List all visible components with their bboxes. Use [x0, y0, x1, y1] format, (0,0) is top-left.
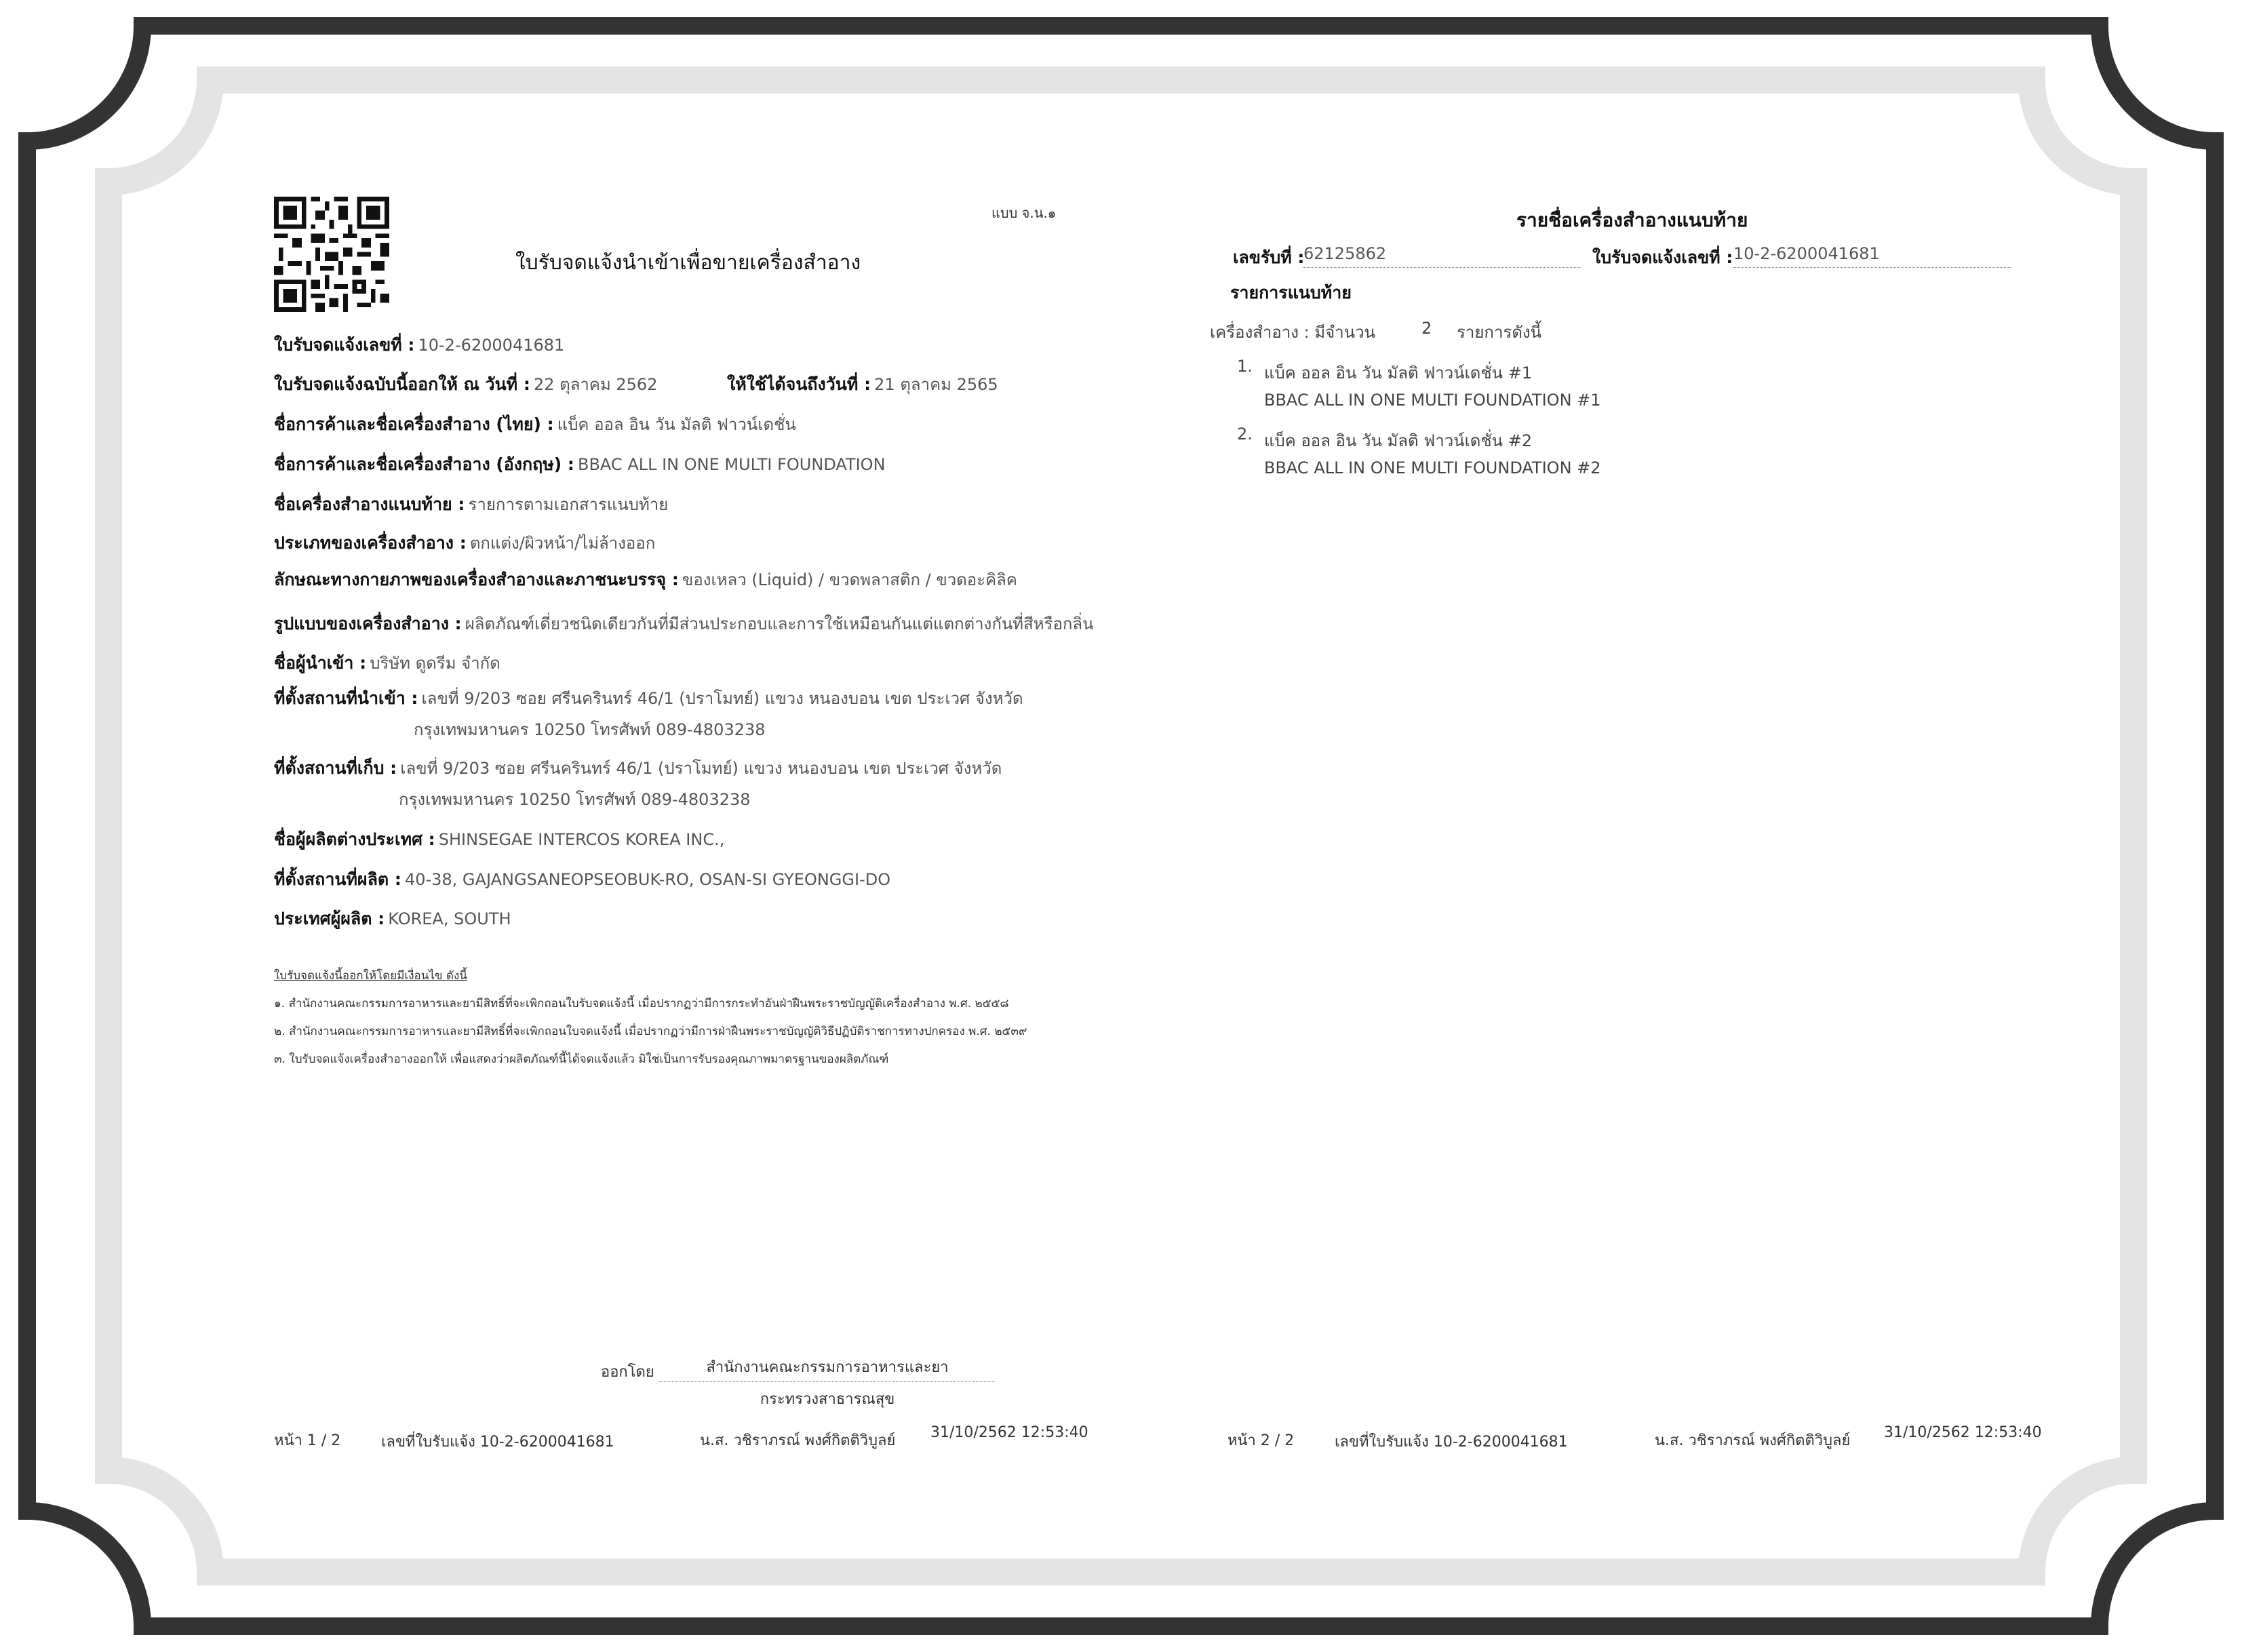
page-number-right: หน้า 2 / 2: [1227, 1432, 1295, 1449]
receipt-value: 62125862: [1303, 244, 1581, 268]
receipt-label: เลขรับที่ :: [1233, 248, 1305, 267]
attached-names-row: [274, 491, 668, 518]
conditions-heading: ใบรับจดแจ้งนี้ออกให้โดยมีเงื่อนไข ดังนี้: [274, 969, 467, 983]
manufacturer-row: [274, 826, 724, 853]
category-row: [274, 530, 655, 557]
issuer-label: ออกโดย: [601, 1364, 654, 1381]
trade-name-th-label: ชื่อการค้าและชื่อเครื่องสำอาง (ไทย) :: [274, 414, 554, 434]
count-value: 2: [1421, 319, 1432, 338]
page-number-left: หน้า 1 / 2: [274, 1432, 341, 1449]
expiry-date-value: 21 ตุลาคม 2565: [874, 375, 998, 394]
attached-names-value: รายการตามเอกสารแนบท้าย: [468, 495, 669, 514]
format-label: รูปแบบของเครื่องสำอาง :: [274, 614, 462, 633]
officer-name-left: น.ส. วชิราภรณ์ พงศ์กิตติวิบูลย์: [700, 1432, 896, 1449]
country-label: ประเทศผู้ผลิต :: [274, 909, 385, 928]
physical-row: [274, 566, 1017, 593]
store-addr-line1: เลขที่ 9/203 ซอย ศรีนครินทร์ 46/1 (ปราโมทย์) แขวง หนองบอน เขต ประเวศ จังหวัด: [400, 759, 1002, 778]
count-suffix: รายการดังนี้: [1457, 323, 1542, 342]
list-item-number: 1.: [1237, 357, 1253, 376]
notif-no-value: 10-2-6200041681: [418, 336, 565, 355]
import-addr-row: [274, 685, 1023, 712]
list-item-name-en: BBAC ALL IN ONE MULTI FOUNDATION #2: [1264, 458, 1601, 477]
list-heading: รายการแนบท้าย: [1230, 283, 1352, 302]
attachment-notif-label: ใบรับจดแจ้งเลขที่ :: [1592, 248, 1733, 267]
import-addr-line2: กรุงเทพมหานคร 10250 โทรศัพท์ 089-4803238: [414, 720, 766, 739]
notification-ref-left: เลขที่ใบรับแจ้ง 10-2-6200041681: [381, 1434, 614, 1451]
manufacturer-value: SHINSEGAE INTERCOS KOREA INC.,: [438, 830, 725, 849]
importer-row: [274, 650, 500, 677]
category-label: ประเภทของเครื่องสำอาง :: [274, 533, 467, 553]
attachment-title: รายชื่อเครื่องสำอางแนบท้าย: [1516, 209, 1748, 231]
country-row: [274, 905, 511, 932]
form-code: แบบ จ.น.๑: [991, 205, 1057, 221]
list-item-number: 2.: [1237, 425, 1253, 444]
import-addr-label: ที่ตั้งสถานที่นำเข้า :: [274, 688, 418, 708]
issue-date-value: 22 ตุลาคม 2562: [533, 375, 658, 394]
store-addr-row: [274, 755, 1002, 782]
condition-item: ๒. สำนักงานคณะกรรมการอาหารและยามีสิทธิ์ที่จะเพิกถอนใบจดแจ้งนี้ เมื่อปรากฏว่ามีการฝ่าฝืนพระราชบัญญัติวิธีปฏิบัติราชการทางปกครอง พ.ศ. ๒๕๓๙: [274, 1025, 1027, 1038]
country-value: KOREA, SOUTH: [388, 909, 511, 928]
trade-name-en-label: ชื่อการค้าและชื่อเครื่องสำอาง (อังกฤษ) :: [274, 454, 574, 474]
physical-label: ลักษณะทางกายภาพของเครื่องสำอางและภาชนะบรรจุ :: [274, 570, 679, 589]
list-item-name-th: แบ็ค ออล อิน วัน มัลติ ฟาวน์เดชั่น #2: [1264, 431, 1533, 450]
store-addr-label: ที่ตั้งสถานที่เก็บ :: [274, 758, 397, 778]
issue-date-row: [274, 371, 657, 398]
issuer-ministry: กระทรวงสาธารณสุข: [760, 1391, 895, 1408]
qr-code: [274, 197, 389, 312]
condition-item: ๓. ใบรับจดแจ้งเครื่องสำอางออกให้ เพื่อแสดงว่าผลิตภัณฑ์นี้ได้จดแจ้งแล้ว มิใช่เป็นการรับรองคุณภาพมาตรฐานของผลิตภัณฑ์: [274, 1053, 889, 1066]
notif-no-label: ใบรับจดแจ้งเลขที่ :: [274, 335, 415, 355]
count-prefix: เครื่องสำอาง : มีจำนวน: [1210, 323, 1376, 342]
mfg-addr-row: [274, 866, 890, 893]
mfg-addr-label: ที่ตั้งสถานที่ผลิต :: [274, 869, 401, 889]
expiry-date-label: ให้ใช้ได้จนถึงวันที่ :: [727, 374, 871, 394]
timestamp-right: 31/10/2562 12:53:40: [1884, 1424, 2042, 1441]
condition-item: ๑. สำนักงานคณะกรรมการอาหารและยามีสิทธิ์ที่จะเพิกถอนใบรับจดแจ้งนี้ เมื่อปรากฏว่ามีการกระทำอันฝ่าฝืนพระราชบัญญัติเครื่องสำอาง พ.ศ. ๒๕๕๘: [274, 997, 1009, 1010]
attachment-notif-value: 10-2-6200041681: [1733, 244, 2011, 268]
officer-name-right: น.ส. วชิราภรณ์ พงศ์กิตติวิบูลย์: [1655, 1432, 1851, 1449]
trade-name-en-row: [274, 451, 886, 478]
trade-name-th-value: แบ็ค ออล อิน วัน มัลติ ฟาวน์เดชั่น: [557, 415, 796, 434]
physical-value: ของเหลว (Liquid) / ขวดพลาสติก / ขวดอะคิลิค: [682, 570, 1017, 589]
issue-date-label: ใบรับจดแจ้งฉบับนี้ออกให้ ณ วันที่ :: [274, 374, 530, 394]
importer-label: ชื่อผู้นำเข้า :: [274, 653, 367, 673]
trade-name-th-row: [274, 411, 796, 438]
mfg-addr-value: 40-38, GAJANGSANEOPSEOBUK-RO, OSAN-SI GYEONGGI-DO: [404, 870, 891, 889]
format-value: ผลิตภัณฑ์เดี่ยวชนิดเดียวกันที่มีส่วนประกอบและการใช้เหมือนกันแต่แตกต่างกันที่สีหรือกลิ่น: [465, 614, 1094, 633]
category-value: ตกแต่ง/ผิวหน้า/ไม่ล้างออก: [469, 534, 656, 553]
expiry-date-row: [727, 371, 998, 398]
importer-value: บริษัท ดูดรีม จำกัด: [370, 654, 500, 673]
manufacturer-label: ชื่อผู้ผลิตต่างประเทศ :: [274, 829, 435, 849]
issuer-agency: สำนักงานคณะกรรมการอาหารและยา: [659, 1355, 996, 1382]
notification-ref-right: เลขที่ใบรับแจ้ง 10-2-6200041681: [1335, 1434, 1568, 1451]
timestamp-left: 31/10/2562 12:53:40: [930, 1424, 1088, 1441]
notif-no-row: [274, 332, 564, 359]
store-addr-line2: กรุงเทพมหานคร 10250 โทรศัพท์ 089-4803238: [399, 790, 751, 809]
import-addr-line1: เลขที่ 9/203 ซอย ศรีนครินทร์ 46/1 (ปราโมทย์) แขวง หนองบอน เขต ประเวศ จังหวัด: [421, 689, 1023, 708]
attached-names-label: ชื่อเครื่องสำอางแนบท้าย :: [274, 494, 465, 514]
document-title: ใบรับจดแจ้งนำเข้าเพื่อขายเครื่องสำอาง: [515, 251, 861, 275]
format-row: [274, 610, 1094, 637]
list-item-name-th: แบ็ค ออล อิน วัน มัลติ ฟาวน์เดชั่น #1: [1264, 363, 1533, 382]
list-item-name-en: BBAC ALL IN ONE MULTI FOUNDATION #1: [1264, 391, 1601, 410]
trade-name-en-value: BBAC ALL IN ONE MULTI FOUNDATION: [578, 455, 886, 474]
